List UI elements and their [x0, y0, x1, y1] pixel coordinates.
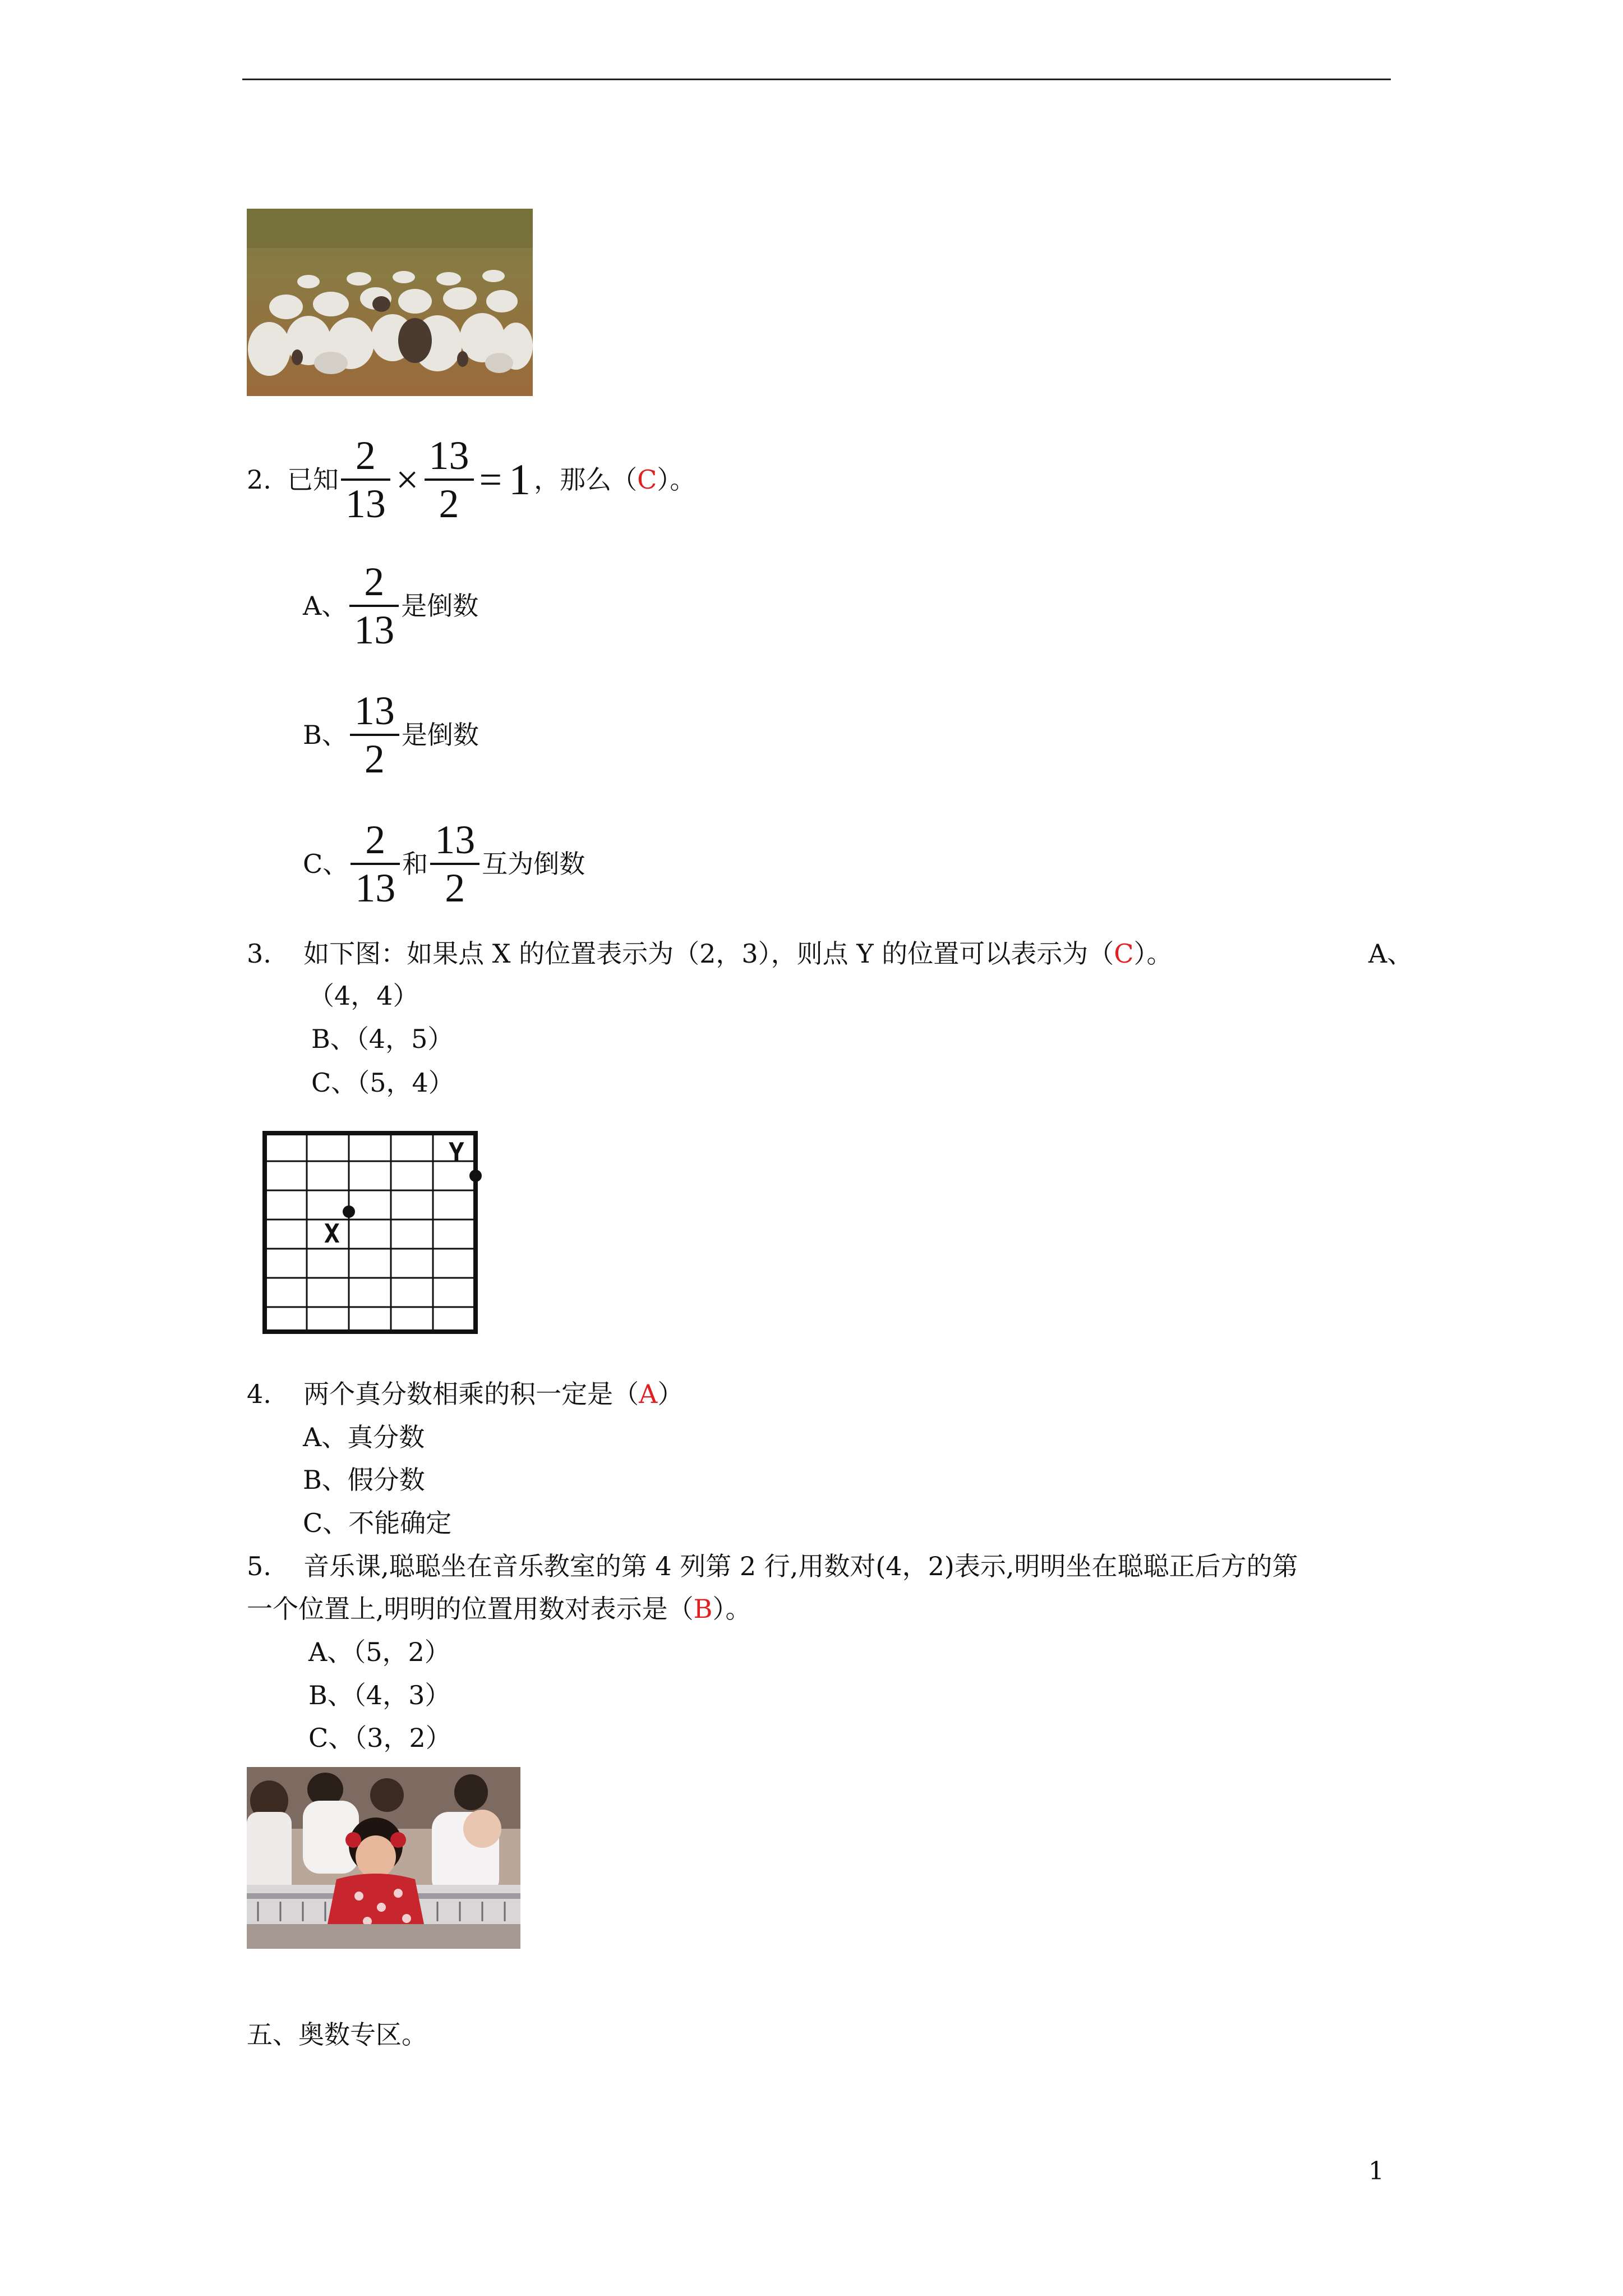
- q5-option-c: C、（3，2）: [308, 1723, 451, 1753]
- q5-answer: B: [693, 1594, 713, 1624]
- q2-option-a-numerator: 2: [364, 559, 385, 604]
- q2-option-b-fraction: [350, 688, 399, 782]
- q2-option-c-fraction-1-denominator: 13: [355, 866, 396, 910]
- q2-option-b-text: 是倒数: [401, 720, 479, 750]
- q4-option-a: A、真分数: [303, 1422, 425, 1452]
- q2-fraction-1-denominator: 13: [345, 481, 386, 526]
- q3-option-c: C、（5，4）: [311, 1068, 454, 1098]
- q5-number: 5.: [247, 1551, 271, 1581]
- q2-option-a-text: 是倒数: [401, 591, 479, 621]
- q3-point-y: [469, 1170, 482, 1182]
- q3-label-y: Y: [449, 1137, 464, 1167]
- q4-number: 4.: [247, 1379, 271, 1409]
- q2-number: 2.: [247, 464, 271, 495]
- q2-result: 1: [509, 455, 531, 504]
- q3-number: 3.: [247, 938, 271, 969]
- q2-option-c-fraction-1: [351, 817, 400, 911]
- q2-suffix-pre: ，那么（: [534, 464, 638, 495]
- q2-option-c-fraction-2-numerator: 13: [435, 817, 476, 862]
- q4-text-pre: 两个真分数相乘的积一定是（: [303, 1379, 639, 1409]
- q2-option-b: [303, 682, 479, 788]
- q5-line1: 音乐课,聪聪坐在音乐教室的第 4 列第 2 行,用数对(4，2)表示,明明坐在聪聪正后方的第: [303, 1551, 1298, 1581]
- q2-option-b-label: B、: [303, 720, 348, 750]
- q2-option-a-fraction: [349, 559, 399, 653]
- q3-option-b: B、（4，5）: [311, 1024, 454, 1054]
- q2-fraction-1: [341, 432, 390, 527]
- sheep-photo: [247, 209, 533, 396]
- q4-option-b: B、假分数: [303, 1465, 425, 1495]
- music-class-photo: [247, 1767, 520, 1949]
- section5-title: 五、奥数专区。: [247, 2019, 427, 2050]
- q2-option-c-and: 和: [402, 849, 428, 879]
- q5-line2-pre: 一个位置上,明明的位置用数对表示是（: [247, 1594, 694, 1624]
- page-number: 1: [1368, 2157, 1384, 2185]
- q2-option-c-fraction-1-numerator: 2: [365, 817, 386, 862]
- q2-fraction-2-numerator: 13: [428, 433, 469, 478]
- q3-answer: C: [1114, 938, 1134, 969]
- q2-stem: [247, 426, 695, 533]
- q2-option-c-label: C、: [303, 849, 349, 879]
- q4-text-post: ）: [657, 1379, 684, 1409]
- q2-option-c-fraction-2-denominator: 2: [445, 866, 465, 910]
- q4-stem: [247, 1377, 683, 1411]
- q2-option-a-denominator: 13: [354, 608, 395, 652]
- header-rule: [242, 79, 1391, 80]
- q2-equals-sign: =: [479, 457, 502, 502]
- q2-fraction-1-numerator: 2: [355, 433, 376, 478]
- q2-fraction-2: [425, 432, 474, 527]
- q3-grid-figure: [258, 1122, 482, 1341]
- q5-stem-line2: [247, 1592, 751, 1626]
- q2-option-c-fraction-2: [430, 817, 479, 911]
- q3-point-x: [343, 1205, 355, 1218]
- q3-label-x: X: [324, 1218, 340, 1249]
- q4-option-c: C、不能确定: [303, 1508, 452, 1538]
- q3-text-pre: 如下图：如果点 X 的位置表示为（2，3），则点 Y 的位置可以表示为（: [303, 938, 1114, 969]
- q2-times-sign: ×: [395, 457, 419, 502]
- q2-option-a: [303, 553, 478, 659]
- q4-answer: A: [639, 1379, 658, 1409]
- q2-option-c: [303, 811, 585, 917]
- q5-option-b: B、（4，3）: [308, 1680, 451, 1710]
- q2-option-b-numerator: 13: [354, 688, 395, 733]
- q5-line2-post: ）。: [712, 1594, 751, 1624]
- q5-option-a: A、（5，2）: [308, 1637, 450, 1667]
- q2-fraction-2-denominator: 2: [439, 481, 459, 526]
- q2-answer: C: [637, 464, 657, 495]
- q2-option-c-text: 互为倒数: [482, 849, 585, 879]
- q5-stem-line1: [247, 1549, 1298, 1583]
- q3-grid-svg: [258, 1122, 482, 1341]
- q2-option-a-label: A、: [303, 591, 348, 621]
- q2-prefix: 已知: [287, 464, 339, 495]
- q2-suffix-post: ）。: [657, 464, 696, 495]
- q3-option-a-label: A、: [1368, 938, 1413, 969]
- q3-text-post: ）。: [1133, 938, 1173, 969]
- q3-option-a-value: （4，4）: [308, 981, 419, 1011]
- q3-stem: [247, 937, 1172, 970]
- q2-option-b-denominator: 2: [364, 737, 385, 781]
